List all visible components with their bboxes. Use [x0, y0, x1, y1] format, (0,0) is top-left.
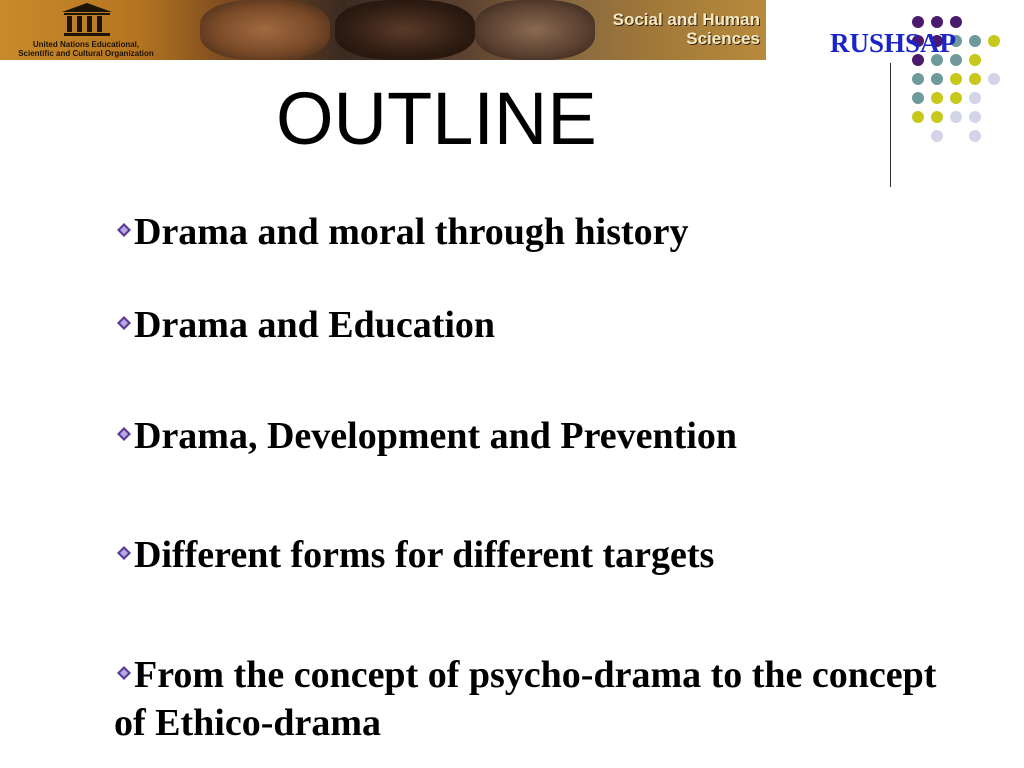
unesco-name-line2: Scientific and Cultural Organization	[18, 49, 154, 58]
bullet-item-5	[114, 651, 954, 747]
dot-row-1	[912, 16, 962, 28]
face-photo-1	[200, 0, 330, 60]
unesco-temple-icon	[58, 2, 116, 38]
unesco-logo	[6, 2, 166, 58]
bullet-item-1	[114, 208, 954, 256]
diamond-bullet-icon	[114, 663, 134, 683]
dot-row-4	[912, 73, 1000, 85]
sector-line1: Social and Human	[612, 10, 760, 29]
bullet-item-4	[114, 531, 954, 579]
face-photo-3	[475, 0, 595, 60]
bullet-item-3	[114, 412, 954, 460]
bullet-text: Drama and Education	[134, 304, 496, 346]
social-human-sciences-label	[613, 10, 760, 48]
diamond-bullet-icon	[114, 424, 134, 444]
diamond-bullet-icon	[114, 543, 134, 563]
dot-row-6	[912, 111, 981, 123]
bullet-text: Different forms for different targets	[134, 534, 715, 576]
bullet-text: Drama, Development and Prevention	[134, 415, 738, 457]
sector-line2: Sciences	[686, 29, 760, 48]
bullet-item-2	[114, 301, 954, 349]
unesco-name-line1: United Nations Educational,	[32, 40, 140, 49]
vertical-divider	[890, 63, 891, 187]
slide-title: OUTLINE	[276, 77, 597, 160]
bullet-text: Drama and moral through history	[134, 211, 689, 253]
dot-row-7	[931, 130, 981, 142]
face-photo-2	[335, 0, 475, 60]
diamond-bullet-icon	[114, 313, 134, 333]
dot-row-5	[912, 92, 981, 104]
bullet-text: From the concept of psycho-drama to the concept of Ethico-drama	[114, 654, 937, 744]
rushsap-label: RUSHSAP	[830, 28, 957, 58]
diamond-bullet-icon	[114, 220, 134, 240]
unesco-banner	[0, 0, 766, 60]
